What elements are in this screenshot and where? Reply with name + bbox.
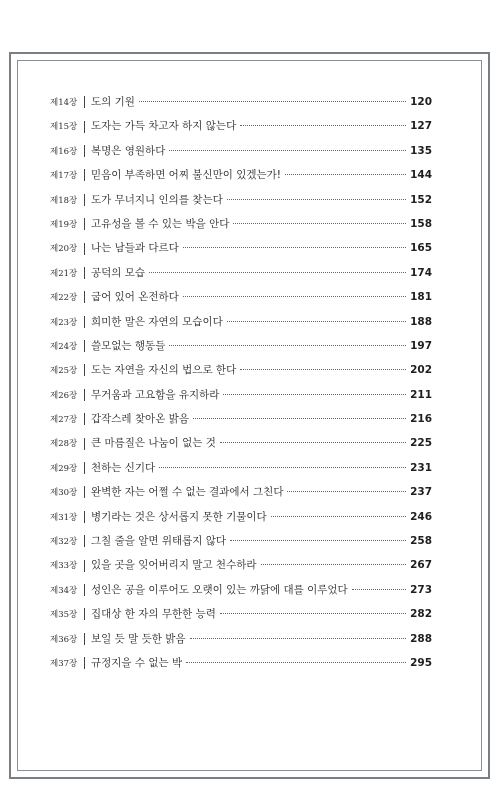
page-number: 225 (410, 437, 432, 450)
divider-bar (84, 291, 85, 303)
page-number: 282 (410, 608, 432, 621)
toc-entry (50, 480, 432, 504)
dot-leader (227, 199, 406, 200)
entry-title: 있을 곳을 잊어버리지 말고 천수하라 (91, 559, 257, 572)
page-number: 165 (410, 242, 432, 255)
entry-title: 천하는 신기다 (91, 461, 156, 474)
page-number: 152 (410, 193, 432, 206)
dot-leader (285, 174, 406, 175)
entry-title: 보일 듯 말 듯한 밝음 (91, 632, 186, 645)
entry-title: 그칠 줄을 알면 위태롭지 않다 (91, 535, 227, 548)
dot-leader (169, 345, 406, 346)
dot-leader (220, 613, 406, 614)
dot-leader (287, 491, 406, 492)
divider-bar (84, 462, 85, 474)
page-number: 174 (410, 266, 432, 279)
dot-leader (240, 369, 406, 370)
dot-leader (186, 662, 406, 663)
toc-entry (50, 529, 432, 553)
page-number: 135 (410, 144, 432, 157)
chapter-label: 제34장 (50, 585, 78, 596)
chapter-label: 제24장 (50, 341, 78, 352)
chapter-label: 제16장 (50, 146, 78, 157)
page-number: 120 (410, 96, 432, 108)
chapter-label: 제36장 (50, 634, 78, 645)
dot-leader (227, 321, 406, 322)
entry-title: 도는 자연을 자신의 법으로 한다 (91, 364, 237, 377)
page-number: 211 (410, 388, 432, 401)
toc-entry (50, 163, 432, 187)
chapter-label: 제25장 (50, 366, 78, 377)
entry-title: 고유성을 볼 수 있는 박을 안다 (91, 217, 230, 230)
entry-title: 성인은 공을 이루어도 오랫이 있는 까닭에 대를 이루었다 (91, 583, 348, 596)
dot-leader (352, 589, 406, 590)
toc-entry (50, 358, 432, 382)
dot-leader (261, 564, 407, 565)
toc-entry (50, 334, 432, 358)
chapter-label: 제15장 (50, 122, 78, 133)
divider-bar (84, 96, 85, 108)
toc-entry (50, 285, 432, 309)
divider-bar (84, 194, 85, 206)
page-number: 216 (410, 413, 432, 426)
table-of-contents (50, 90, 432, 675)
page-number: 188 (410, 315, 432, 328)
divider-bar (84, 169, 85, 181)
dot-leader (139, 101, 406, 102)
divider-bar (84, 121, 85, 133)
entry-title: 나는 남들과 다르다 (91, 242, 179, 255)
entry-title: 규정지을 수 없는 박 (91, 656, 183, 669)
toc-entry (50, 651, 432, 675)
page-number: 295 (410, 656, 432, 669)
toc-entry (50, 212, 432, 236)
entry-title: 희미한 말은 자연의 모습이다 (91, 315, 223, 328)
chapter-label: 제21장 (50, 268, 78, 279)
entry-title: 굽어 있어 온전하다 (91, 291, 179, 304)
entry-title: 집대상 한 자의 무한한 능력 (91, 608, 216, 621)
entry-title: 병기라는 것은 상서롭지 못한 기물이다 (91, 510, 267, 523)
toc-entry (50, 456, 432, 480)
chapter-label: 제22장 (50, 293, 78, 304)
toc-entry (50, 90, 432, 114)
toc-entry (50, 310, 432, 334)
page-number: 288 (410, 632, 432, 645)
divider-bar (84, 340, 85, 352)
toc-entry (50, 188, 432, 212)
divider-bar (84, 560, 85, 572)
chapter-label: 제32장 (50, 537, 78, 548)
chapter-label: 제37장 (50, 658, 78, 669)
divider-bar (84, 243, 85, 255)
page-number: 246 (410, 510, 432, 523)
dot-leader (159, 467, 406, 468)
page-number: 158 (410, 217, 432, 230)
page-number: 237 (410, 486, 432, 499)
dot-leader (233, 223, 406, 224)
toc-entry (50, 602, 432, 626)
chapter-label: 제30장 (50, 488, 78, 499)
divider-bar (84, 608, 85, 620)
dot-leader (223, 394, 406, 395)
toc-entry (50, 431, 432, 455)
dot-leader (169, 150, 406, 151)
page-number: 127 (410, 120, 432, 133)
entry-title: 무거움과 고요함을 유지하라 (91, 388, 220, 401)
divider-bar (84, 267, 85, 279)
toc-entry (50, 236, 432, 260)
dot-leader (240, 125, 406, 126)
divider-bar (84, 316, 85, 328)
entry-title: 갑작스레 찾아온 밝음 (91, 413, 189, 426)
entry-title: 도가 무너지니 인의를 찾는다 (91, 193, 223, 206)
toc-entry (50, 139, 432, 163)
chapter-label: 제18장 (50, 195, 78, 206)
chapter-label: 제20장 (50, 244, 78, 255)
chapter-label: 제26장 (50, 390, 78, 401)
entry-title: 완벽한 자는 어쩔 수 없는 결과에서 그친다 (91, 486, 284, 499)
divider-bar (84, 364, 85, 376)
dot-leader (183, 296, 406, 297)
page-number: 267 (410, 559, 432, 572)
chapter-label: 제35장 (50, 610, 78, 621)
toc-entry (50, 505, 432, 529)
divider-bar (84, 657, 85, 669)
toc-entry (50, 553, 432, 577)
toc-entry (50, 261, 432, 285)
chapter-label: 제27장 (50, 415, 78, 426)
chapter-label: 제28장 (50, 439, 78, 450)
page-number: 197 (410, 339, 432, 352)
divider-bar (84, 438, 85, 450)
entry-title: 쓸모없는 행동들 (91, 339, 166, 352)
page-number: 231 (410, 461, 432, 474)
page-number: 202 (410, 364, 432, 377)
divider-bar (84, 145, 85, 157)
chapter-label: 제33장 (50, 561, 78, 572)
toc-entry (50, 627, 432, 651)
page-number: 181 (410, 291, 432, 304)
dot-leader (183, 247, 406, 248)
divider-bar (84, 413, 85, 425)
chapter-label: 제29장 (50, 463, 78, 474)
chapter-label: 제31장 (50, 512, 78, 523)
page-number: 273 (410, 583, 432, 596)
entry-title: 큰 마름질은 나눔이 없는 것 (91, 437, 216, 450)
entry-title: 공덕의 모습 (91, 266, 146, 279)
chapter-label: 제23장 (50, 317, 78, 328)
divider-bar (84, 535, 85, 547)
page-number: 258 (410, 535, 432, 548)
divider-bar (84, 486, 85, 498)
entry-title: 도자는 가득 차고자 하지 않는다 (91, 120, 237, 133)
page-number: 144 (410, 169, 432, 182)
divider-bar (84, 389, 85, 401)
entry-title: 복명은 영원하다 (91, 144, 166, 157)
divider-bar (84, 511, 85, 523)
dot-leader (193, 418, 406, 419)
chapter-label: 제19장 (50, 219, 78, 230)
entry-title: 도의 기원 (91, 96, 135, 108)
divider-bar (84, 584, 85, 596)
dot-leader (220, 442, 406, 443)
divider-bar (84, 633, 85, 645)
toc-entry (50, 578, 432, 602)
dot-leader (271, 516, 406, 517)
chapter-label: 제14장 (50, 98, 78, 108)
toc-entry (50, 383, 432, 407)
entry-title: 믿음이 부족하면 어찌 불신만이 있겠는가! (91, 169, 281, 182)
chapter-label: 제17장 (50, 171, 78, 182)
toc-entry (50, 114, 432, 138)
dot-leader (190, 638, 407, 639)
toc-entry (50, 407, 432, 431)
dot-leader (149, 272, 406, 273)
dot-leader (230, 540, 406, 541)
divider-bar (84, 218, 85, 230)
